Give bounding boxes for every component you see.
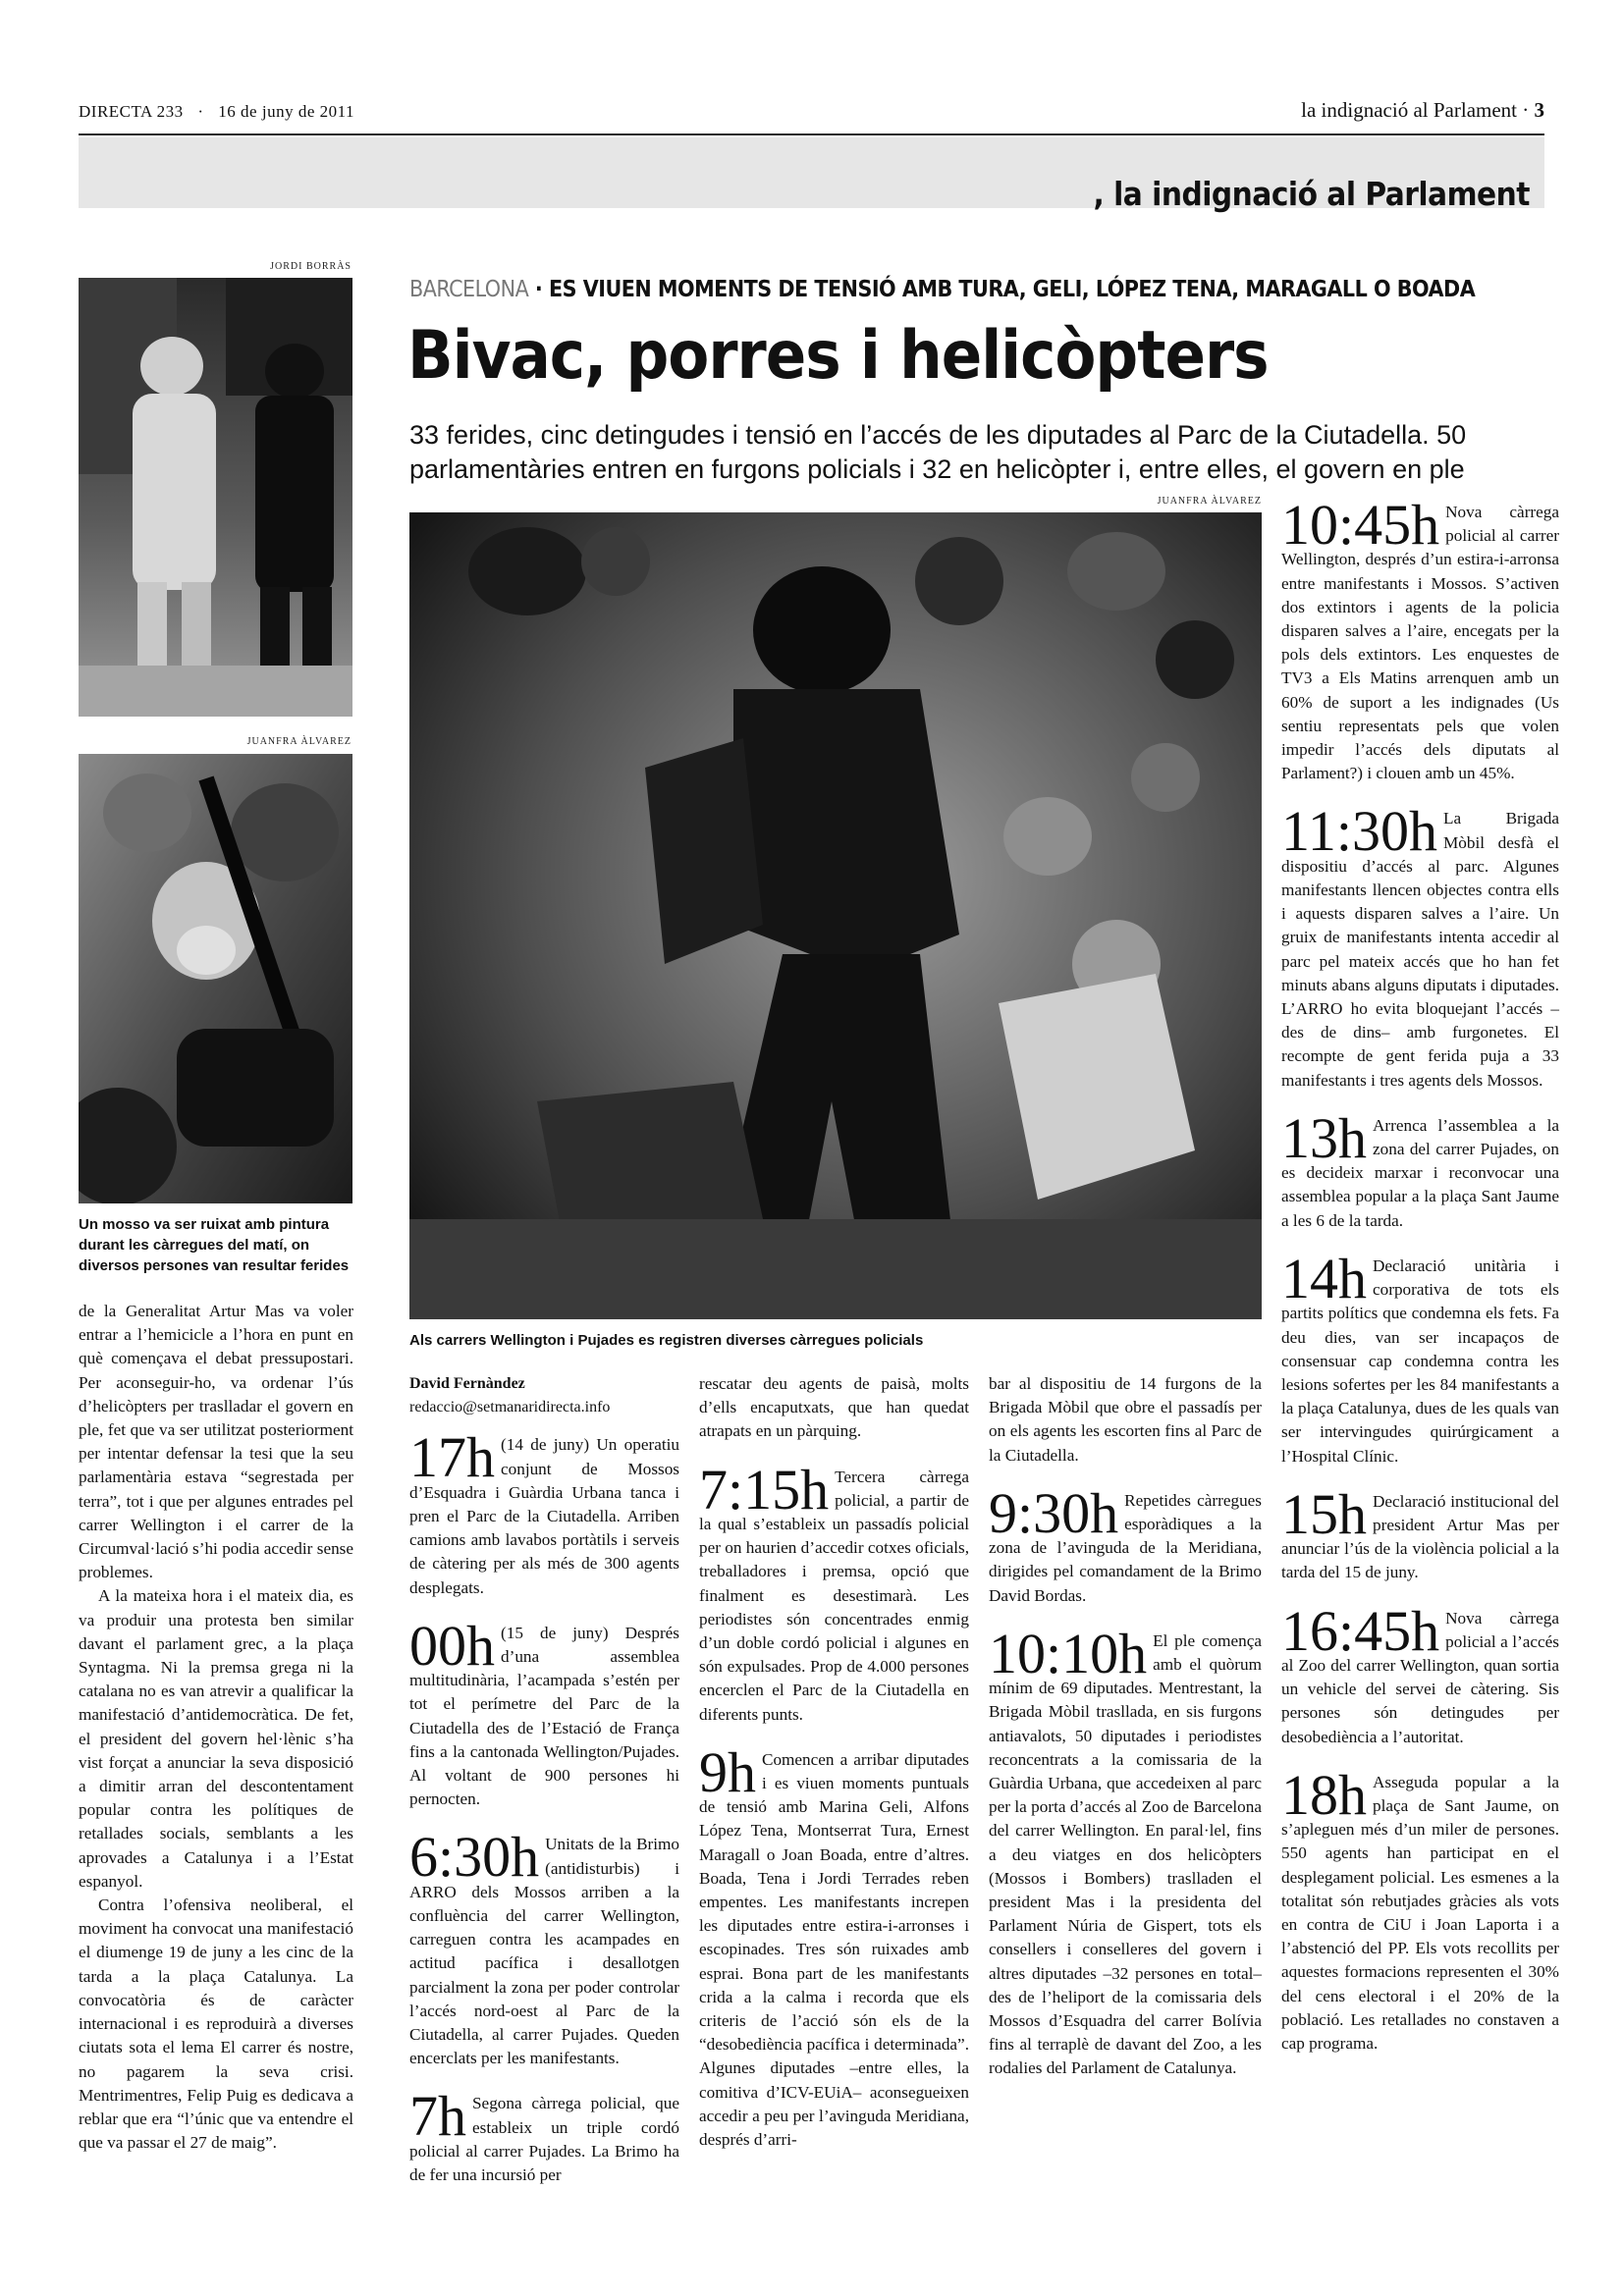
timeline-entry bbox=[989, 1480, 1262, 1608]
timeline-time: 9:30h bbox=[989, 1480, 1119, 1545]
timeline-entry bbox=[1281, 799, 1559, 1092]
issue-date: 16 de juny de 2011 bbox=[218, 102, 354, 121]
kicker-text: ES VIUEN MOMENTS DE TENSIÓ AMB TURA, GELI, LÓPEZ TENA, MARAGALL O BOADA bbox=[549, 277, 1476, 302]
timeline-text: Declaració unitària i corporativa de tots els partits polítics que condemna els fets. Fa deu dies, van ser incapaços de consensuar cap condemna contra les lesions sofertes per les 84 manifestants a la plaça Catalunya, dues de les quals van ser intervingudes quirúrgicament a l’Hospital Clínic. bbox=[1281, 1255, 1559, 1466]
timeline-entry bbox=[699, 1457, 969, 1727]
kicker-separator: · bbox=[534, 277, 543, 302]
timeline-text: (15 de juny) Després d’una assemblea multitudinària, l’acampada s’estén per tot el perímetre del Parc de la Ciutadella des de l’Estació de França fins a la cantonada Wellington/Pujades. Al voltant de 900 persones hi pernocten. bbox=[409, 1623, 679, 1809]
left-paragraph: de la Generalitat Artur Mas va voler entrar a l’hemicicle a l’hora en punt en què començava el debat pressupostari. Per aconseguir-ho, va ordenar l’ús d’helicòpters per traslladar el govern en ple, fet que va ser utilitzat posteriorment per intentar defensar la tesi que la seu parlamentària estava “segrestada per terra”, tot i que per algunes entrades pel carrer Wellington i el carrer de la Circumval·lació s’hi podia accedir sense problemes. bbox=[79, 1302, 353, 1582]
folio-separator: · bbox=[197, 102, 204, 121]
photo-credit-mid: JUANFRA ÀLVAREZ bbox=[246, 736, 352, 747]
timeline-text: Arrenca l’assemblea a la zona del carrer Pujades, on es decideix marxar i reconvocar una assemblea popular a la plaça Sant Jaume a les 6 de la tarda. bbox=[1281, 1115, 1559, 1230]
header-rule bbox=[79, 133, 1544, 135]
timeline-entry bbox=[1281, 1246, 1559, 1468]
timeline-time: 7:15h bbox=[699, 1457, 830, 1522]
timeline-time: 17h bbox=[409, 1425, 495, 1490]
timeline-text: (14 de juny) Un operatiu conjunt de Mossos d’Esquadra i Guàrdia Urbana tanca i pren el Parc de la Ciutadella. Arriben camions amb lavabos portàtils i serveis de càtering per als més de 300 agents desplegats. bbox=[409, 1435, 679, 1597]
photo-main-charge bbox=[409, 512, 1262, 1319]
timeline-entry bbox=[989, 1621, 1262, 2081]
timeline-text: El ple comença amb el quòrum mínim de 69 diputades. Mentrestant, la Brigada Mòbil trasllada, en sis furgons antiavalots, 50 diputades i periodistes reconcentrats a la comissaria de la Guàrdia Urbana, que accedeixen al parc per la porta d’accés al Zoo de Barcelona del carrer Wellington. En paral·lel, fins a deu viatges en dos helicòpters (Mossos i Bombers) traslladen el president Mas i la presidenta del Parlament Núria de Gispert, tots els consellers i conselleres del govern i altres diputades –32 persones en total– des de l’heliport de la comissaria dels Mossos d’Esquadra del carrer Bolívia fins al terraplè de davant del Zoo, a les rodalies del Parlament de Catalunya. bbox=[989, 1630, 1262, 2078]
photo-credit-top: JORDI BORRÀS bbox=[270, 261, 352, 272]
main-photo-caption: Als carrers Wellington i Pujades es registren diverses càrregues policials bbox=[409, 1332, 924, 1349]
left-photo-caption: Un mosso va ser ruixat amb pintura durant les càrregues del matí, on diversos persones van resultar ferides bbox=[79, 1216, 350, 1274]
timeline-text: Declaració institucional del president Artur Mas per anunciar l’ús de la violència policial a la tarda del 15 de juny. bbox=[1281, 1491, 1559, 1582]
timeline-time: 9h bbox=[699, 1739, 756, 1804]
timeline-time: 18h bbox=[1281, 1762, 1367, 1827]
timeline-text: Nova càrrega policial al carrer Wellington, després d’un estira-i-arronsa entre manifestants i Mossos. S’activen dos extintors i agents de la policia disparen salves a l’aire, encegats per la pols dels extintors. Les enquestes de TV3 a Els Matins arrenquen amb un 60% de suport a les indignades (Us sentiu representats pels que volen impedir l’accés dels diputats al Parlament?) i clouen amb un 45%. bbox=[1281, 503, 1559, 783]
timeline-entry bbox=[1281, 1598, 1559, 1749]
running-title: la indignació al Parlament bbox=[1301, 98, 1517, 122]
folio-running-title bbox=[1301, 98, 1544, 123]
timeline-entry bbox=[1281, 493, 1559, 785]
folio-issue-date bbox=[79, 102, 354, 122]
issue-label: DIRECTA 233 bbox=[79, 102, 184, 121]
page-number: 3 bbox=[1534, 98, 1544, 122]
kicker bbox=[409, 277, 1475, 302]
photo-main-charge-image bbox=[409, 512, 1262, 1319]
headline: Bivac, porres i helicòpters bbox=[407, 317, 1269, 395]
timeline-time: 11:30h bbox=[1281, 799, 1437, 864]
timeline-time: 6:30h bbox=[409, 1825, 540, 1890]
timeline-entry bbox=[409, 1613, 679, 1812]
column-3-lead: bar al dispositiu de 14 furgons de la Brigada Mòbil que obre el passadís per on els agents les escorten fins al Parc de la Ciutadella. bbox=[989, 1374, 1262, 1465]
timeline-text: La Brigada Mòbil desfà el dispositiu d’accés al parc. Algunes manifestants llencen objectes contra ells i aquests disparen salves a l’aire. Un gruix de manifestants intenta accedir al parc pel mateix accés que ho han fet minuts abans alguns diputats i diputades. L’ARRO ho evita bloquejant l’accés –des de dins– amb furgonetes. El recompte de gent ferida puja a 33 manifestants i tres agents dels Mossos. bbox=[1281, 809, 1559, 1090]
timeline-column-3 bbox=[989, 1372, 1262, 2103]
timeline-time: 14h bbox=[1281, 1246, 1367, 1310]
timeline-text: Unitats de la Brimo (antidisturbis) i ARRO dels Mossos arriben a la confluència del carrer Wellington, carreguen contra les acampades en actitud pacífica i desallotgen parcialment la zona per poder controlar l’accés nord-oest al Parc de la Ciutadella, al carrer Pujades. Queden encerclats per les manifestants. bbox=[409, 1835, 679, 2068]
timeline-text: Tercera càrrega policial, a partir de la qual s’estableix un passadís policial per on haurien d’accedir cotxes oficials, treballadores i premsa, opció que finalment es desestimarà. Les periodistes són concentrades enmig d’un doble cordó policial i algunes en són expulsades. Prop de 4.000 persones encerclen el Parc de la Ciutadella en diferents punts. bbox=[699, 1467, 969, 1724]
deck: 33 ferides, cinc detingudes i tensió en l’accés de les diputades al Parc de la Ciutadella. 50 parlamentàries entren en furgons policials i 32 en helicòpter i, entre elles, el govern en ple bbox=[409, 420, 1467, 484]
photo-credit-main: JUANFRA ÀLVAREZ bbox=[1157, 496, 1262, 507]
timeline-entry bbox=[1281, 1481, 1559, 1585]
timeline-time: 10:45h bbox=[1281, 493, 1440, 557]
byline-author: David Fernàndez bbox=[409, 1375, 525, 1392]
timeline-entry bbox=[699, 1739, 969, 2152]
left-paragraph: Contra l’ofensiva neoliberal, el moviment ha convocat una manifestació el diumenge 19 de juny a les cinc de la tarda a la plaça Catalunya. La convocatòria és de caràcter internacional i es reproduirà a diverses ciutats sota el lema El carrer és nostre, no pagarem la seva crisi. Mentrimentres, Felip Puig es dedicava a reblar que era “l’únic que va entendre el que va passar el 27 de maig”. bbox=[79, 1896, 353, 2153]
kicker-place: BARCELONA bbox=[409, 277, 529, 302]
timeline-entry bbox=[1281, 1105, 1559, 1233]
timeline-time: 00h bbox=[409, 1613, 495, 1678]
timeline-time: 7h bbox=[409, 2084, 466, 2149]
timeline-entry bbox=[409, 2084, 679, 2187]
timeline-text: Repetides càrregues esporàdiques a la zona de l’avinguda de la Meridiana, dirigides pel comandament de la Brimo David Bordas. bbox=[989, 1490, 1262, 1605]
photo-baton-strike-image bbox=[79, 754, 352, 1203]
timeline-text: Comencen a arribar diputades i es viuen moments puntuals de tensió amb Marina Geli, Alfons López Tena, Montserrat Tura, Ernest Maragall o Joan Boada, entre d’altres. Boada, Tena i Jordi Terrades reben empentes. Les manifestants increpen les diputades entre estira-i-arronses i escopinades. Tres són ruixades amb esprai. Bona part de les manifestants crida a la calma i recorda que els criteris de l’acció són els de la “desobediència pacífica i determinada”. Algunes diputades –entre elles, la comitiva d’ICV-EUiA– aconsegueixen accedir a peu per l’avinguda Meridiana, després d’arri- bbox=[699, 1749, 969, 2150]
byline-email[interactable]: redaccio@setmanaridirecta.info bbox=[409, 1399, 611, 1416]
timeline-column-right bbox=[1281, 493, 1559, 2077]
photo-painted-officer bbox=[79, 278, 352, 717]
timeline-column-2 bbox=[699, 1372, 969, 2173]
timeline-text: Nova càrrega policial a l’accés al Zoo del carrer Wellington, quan sortia un vehicle del servei de càtering. Sis persones són detingudes per desobediència a l’autoritat. bbox=[1281, 1608, 1559, 1746]
photo-baton-strike bbox=[79, 754, 352, 1203]
timeline-column-1 bbox=[409, 1372, 679, 2209]
timeline-entry bbox=[1281, 1762, 1559, 2056]
section-title: , la indignació al Parlament bbox=[1093, 175, 1530, 213]
left-column-text bbox=[79, 1300, 353, 2155]
column-2-lead: rescatar deu agents de paisà, molts d’ells encaputxats, que han quedat atrapats en un pàrquing. bbox=[699, 1374, 969, 1441]
timeline-entry bbox=[409, 1425, 679, 1599]
photo-painted-officer-image bbox=[79, 278, 352, 717]
timeline-time: 15h bbox=[1281, 1481, 1367, 1546]
folio-separator-right: · bbox=[1522, 98, 1530, 122]
timeline-text: Asseguda popular a la plaça de Sant Jaume, on s’apleguen més d’un miler de persones. 550 agents han participat en el desplegament policial. Les esmenes a la totalitat són rebutjades gràcies als vots en contra de CiU i Joan Laporta i a l’abstenció del PP. Els vots recollits per aquestes formacions representen el 30% del cens electoral i el 20% de la població. Les retallades no constaven a cap programa. bbox=[1281, 1772, 1559, 2053]
left-paragraph: A la mateixa hora i el mateix dia, es va produir una protesta ben similar davant el parlament grec, a la plaça Syntagma. Ni la premsa grega ni la catalana no es van atrevir a qualificar la manifestació d’antidemocràtica. De fet, el president del govern hel·lènic s’ha vist forçat a anunciar la seva disposició a dimitir arran del descontentament popular contra les polítiques de retallades socials, semblants a les aprovades a Catalunya i a l’Estat espanyol. bbox=[79, 1586, 353, 1891]
timeline-text: Segona càrrega policial, que estableix un triple cordó policial al carrer Pujades. La Brimo ha de fer una incursió per bbox=[409, 2094, 679, 2185]
timeline-time: 13h bbox=[1281, 1105, 1367, 1170]
timeline-time: 10:10h bbox=[989, 1621, 1148, 1685]
timeline-entry bbox=[409, 1825, 679, 2070]
timeline-time: 16:45h bbox=[1281, 1598, 1440, 1663]
